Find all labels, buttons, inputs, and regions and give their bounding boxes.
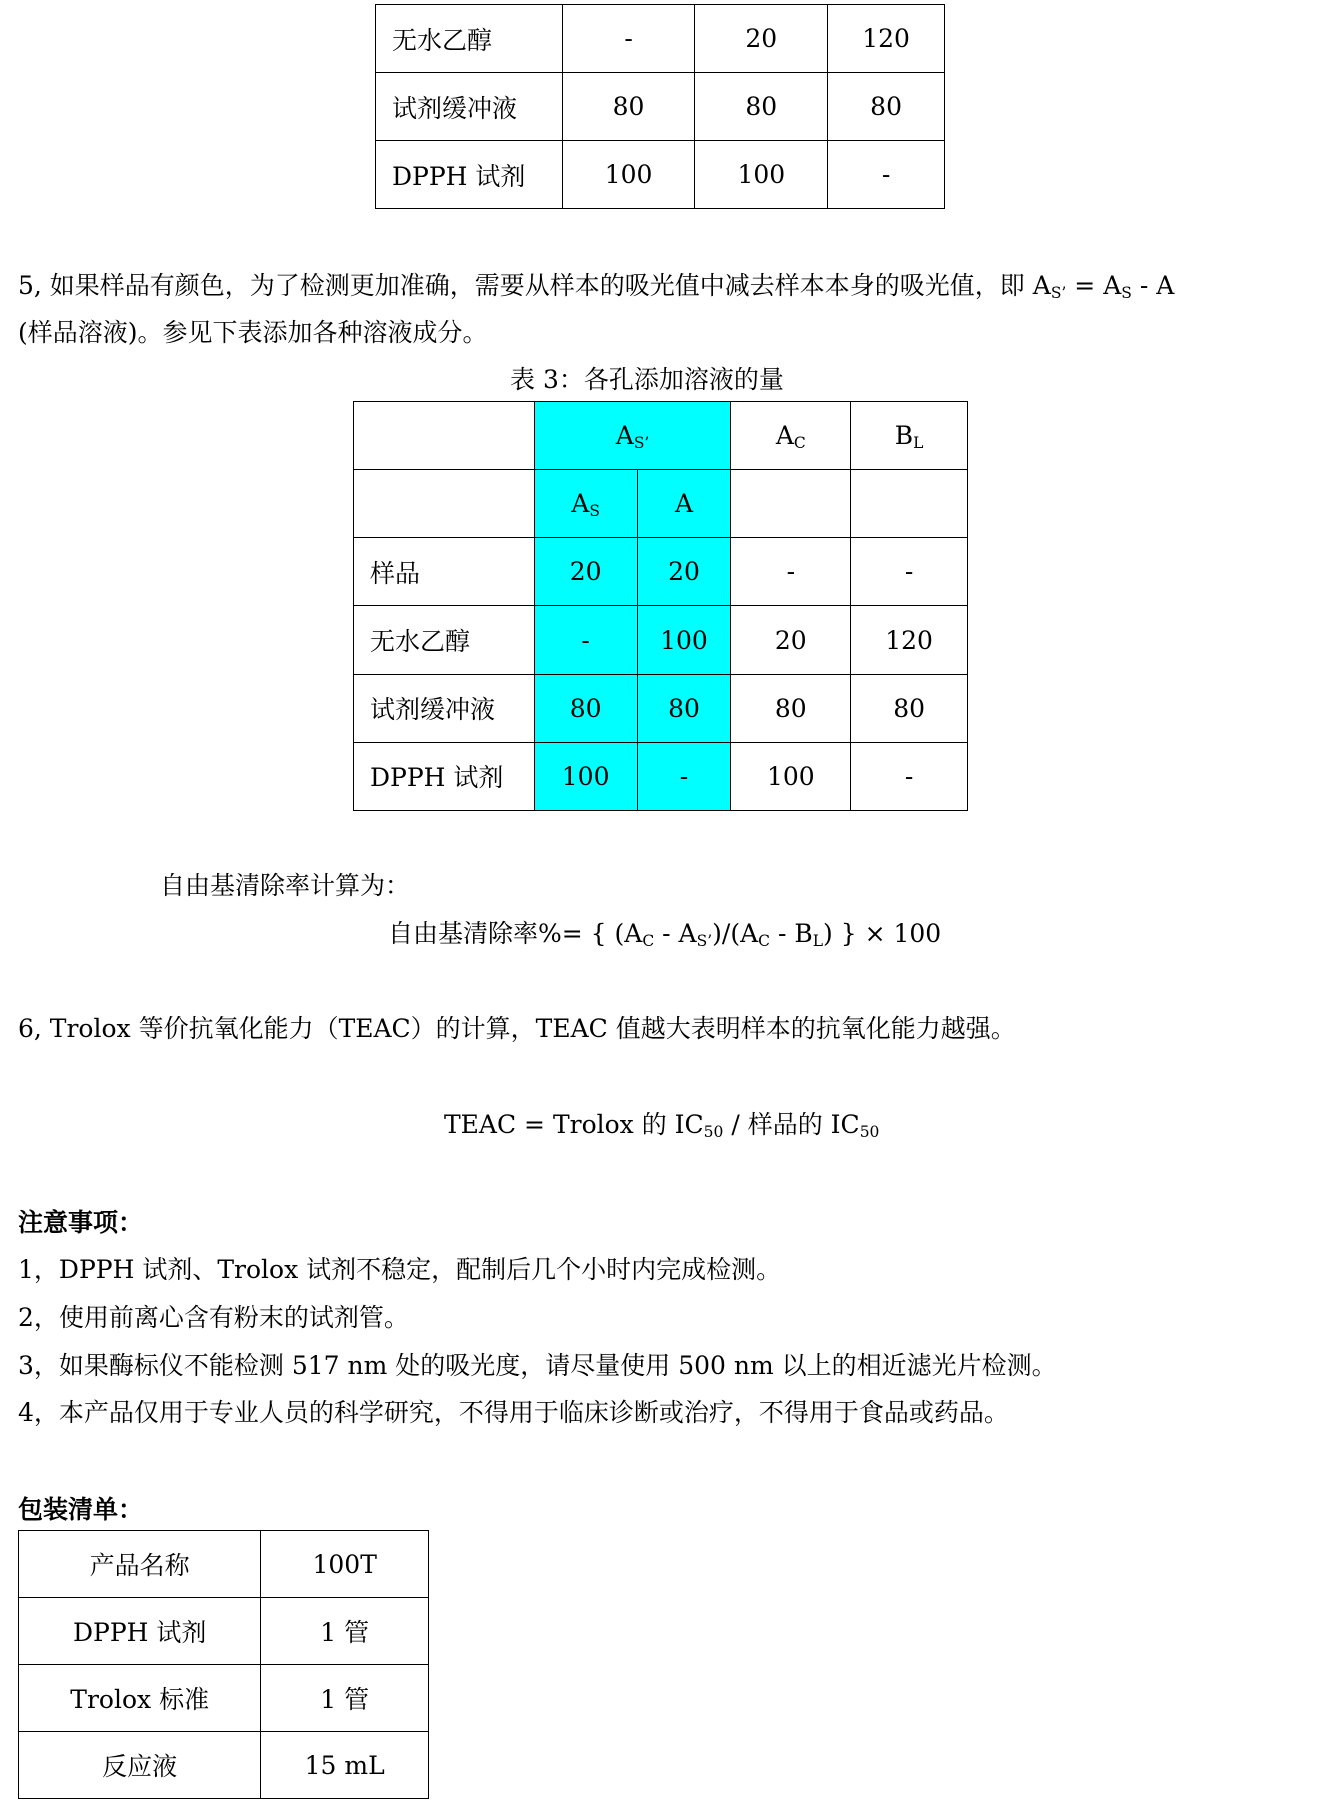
cell: 80 bbox=[637, 674, 731, 742]
cell: 100 bbox=[562, 141, 695, 209]
header-as: $A_S$ bbox=[534, 470, 637, 538]
calc-intro: 自由基清除率计算为： bbox=[160, 871, 411, 900]
note-item: 2，使用前离心含有粉末的试剂管。 bbox=[18, 1303, 409, 1332]
teac-formula: TEAC = Trolox 的 $IC_{50}$ / 样品的 $IC_{50}$ bbox=[444, 1110, 880, 1141]
notes-title: 注意事项： bbox=[18, 1208, 144, 1237]
step5-line2: (样品溶液)。参见下表添加各种溶液成分。 bbox=[18, 318, 488, 347]
cell: - bbox=[851, 538, 968, 606]
table-header-row bbox=[354, 402, 968, 470]
cell: 20 bbox=[637, 538, 731, 606]
row-label: 无水乙醇 bbox=[354, 606, 535, 674]
row-label: DPPH 试剂 bbox=[376, 141, 563, 209]
table-row bbox=[354, 538, 968, 606]
table-row bbox=[354, 742, 968, 810]
packing-title: 包装清单： bbox=[18, 1495, 144, 1524]
cell: - bbox=[534, 606, 637, 674]
table-row bbox=[376, 73, 945, 141]
cell: 80 bbox=[562, 73, 695, 141]
cell: 产品名称 bbox=[19, 1531, 261, 1598]
table-row bbox=[376, 141, 945, 209]
header-as-prime: $A_{S’}$ bbox=[534, 402, 731, 470]
cell: 80 bbox=[731, 674, 851, 742]
cell: 120 bbox=[828, 5, 945, 73]
table3-caption: 表 3：各孔添加溶液的量 bbox=[510, 365, 784, 394]
table-row bbox=[19, 1598, 429, 1665]
cell: 1 管 bbox=[261, 1665, 429, 1732]
cell: - bbox=[828, 141, 945, 209]
header-a: A bbox=[637, 470, 731, 538]
cell: - bbox=[637, 742, 731, 810]
table-row bbox=[354, 606, 968, 674]
note-item: 4，本产品仅用于专业人员的科学研究，不得用于临床诊断或治疗，不得用于食品或药品。 bbox=[18, 1398, 1009, 1427]
cell: 100 bbox=[731, 742, 851, 810]
table-3 bbox=[353, 401, 968, 811]
cell: 1 管 bbox=[261, 1598, 429, 1665]
step5-line1: 5, 如果样品有颜色，为了检测更加准确，需要从样本的吸光值中减去样本本身的吸光值，即 $A_{S’} = A_S - A$ bbox=[18, 271, 1175, 302]
cell: 20 bbox=[695, 5, 828, 73]
row-label: 试剂缓冲液 bbox=[354, 674, 535, 742]
header-ac: $A_C$ bbox=[731, 402, 851, 470]
row-label: 无水乙醇 bbox=[376, 5, 563, 73]
cell: 80 bbox=[534, 674, 637, 742]
cell: Trolox 标准 bbox=[19, 1665, 261, 1732]
packing-table bbox=[18, 1530, 429, 1799]
table-row bbox=[376, 5, 945, 73]
table-row bbox=[19, 1531, 429, 1598]
row-label: 样品 bbox=[354, 538, 535, 606]
step6-text: 6, Trolox 等价抗氧化能力（TEAC）的计算，TEAC 值越大表明样本的抗氧化能力越强。 bbox=[18, 1014, 1016, 1043]
note-item: 1，DPPH 试剂、Trolox 试剂不稳定，配制后几个小时内完成检测。 bbox=[18, 1255, 782, 1284]
cell: 100T bbox=[261, 1531, 429, 1598]
row-label: 试剂缓冲液 bbox=[376, 73, 563, 141]
table-row bbox=[19, 1665, 429, 1732]
calc-formula: 自由基清除率%= { $(A_C - A_{S’})/(A_C - B_L)$ } × 100 bbox=[388, 919, 942, 950]
cell: - bbox=[731, 538, 851, 606]
cell: 120 bbox=[851, 606, 968, 674]
table-subheader-row bbox=[354, 470, 968, 538]
cell: 100 bbox=[695, 141, 828, 209]
row-label: DPPH 试剂 bbox=[354, 742, 535, 810]
cell: 80 bbox=[828, 73, 945, 141]
cell: DPPH 试剂 bbox=[19, 1598, 261, 1665]
cell: 100 bbox=[534, 742, 637, 810]
cell: 80 bbox=[851, 674, 968, 742]
cell: 100 bbox=[637, 606, 731, 674]
cell: 20 bbox=[731, 606, 851, 674]
header-bl: $B_L$ bbox=[851, 402, 968, 470]
table-row bbox=[19, 1732, 429, 1799]
cell: - bbox=[562, 5, 695, 73]
table-row bbox=[354, 674, 968, 742]
cell: 反应液 bbox=[19, 1732, 261, 1799]
note-item: 3，如果酶标仪不能检测 517 nm 处的吸光度，请尽量使用 500 nm 以上的相近滤光片检测。 bbox=[18, 1351, 1057, 1380]
cell: 80 bbox=[695, 73, 828, 141]
cell: 15 mL bbox=[261, 1732, 429, 1799]
table-2 bbox=[375, 4, 945, 209]
cell: - bbox=[851, 742, 968, 810]
cell: 20 bbox=[534, 538, 637, 606]
